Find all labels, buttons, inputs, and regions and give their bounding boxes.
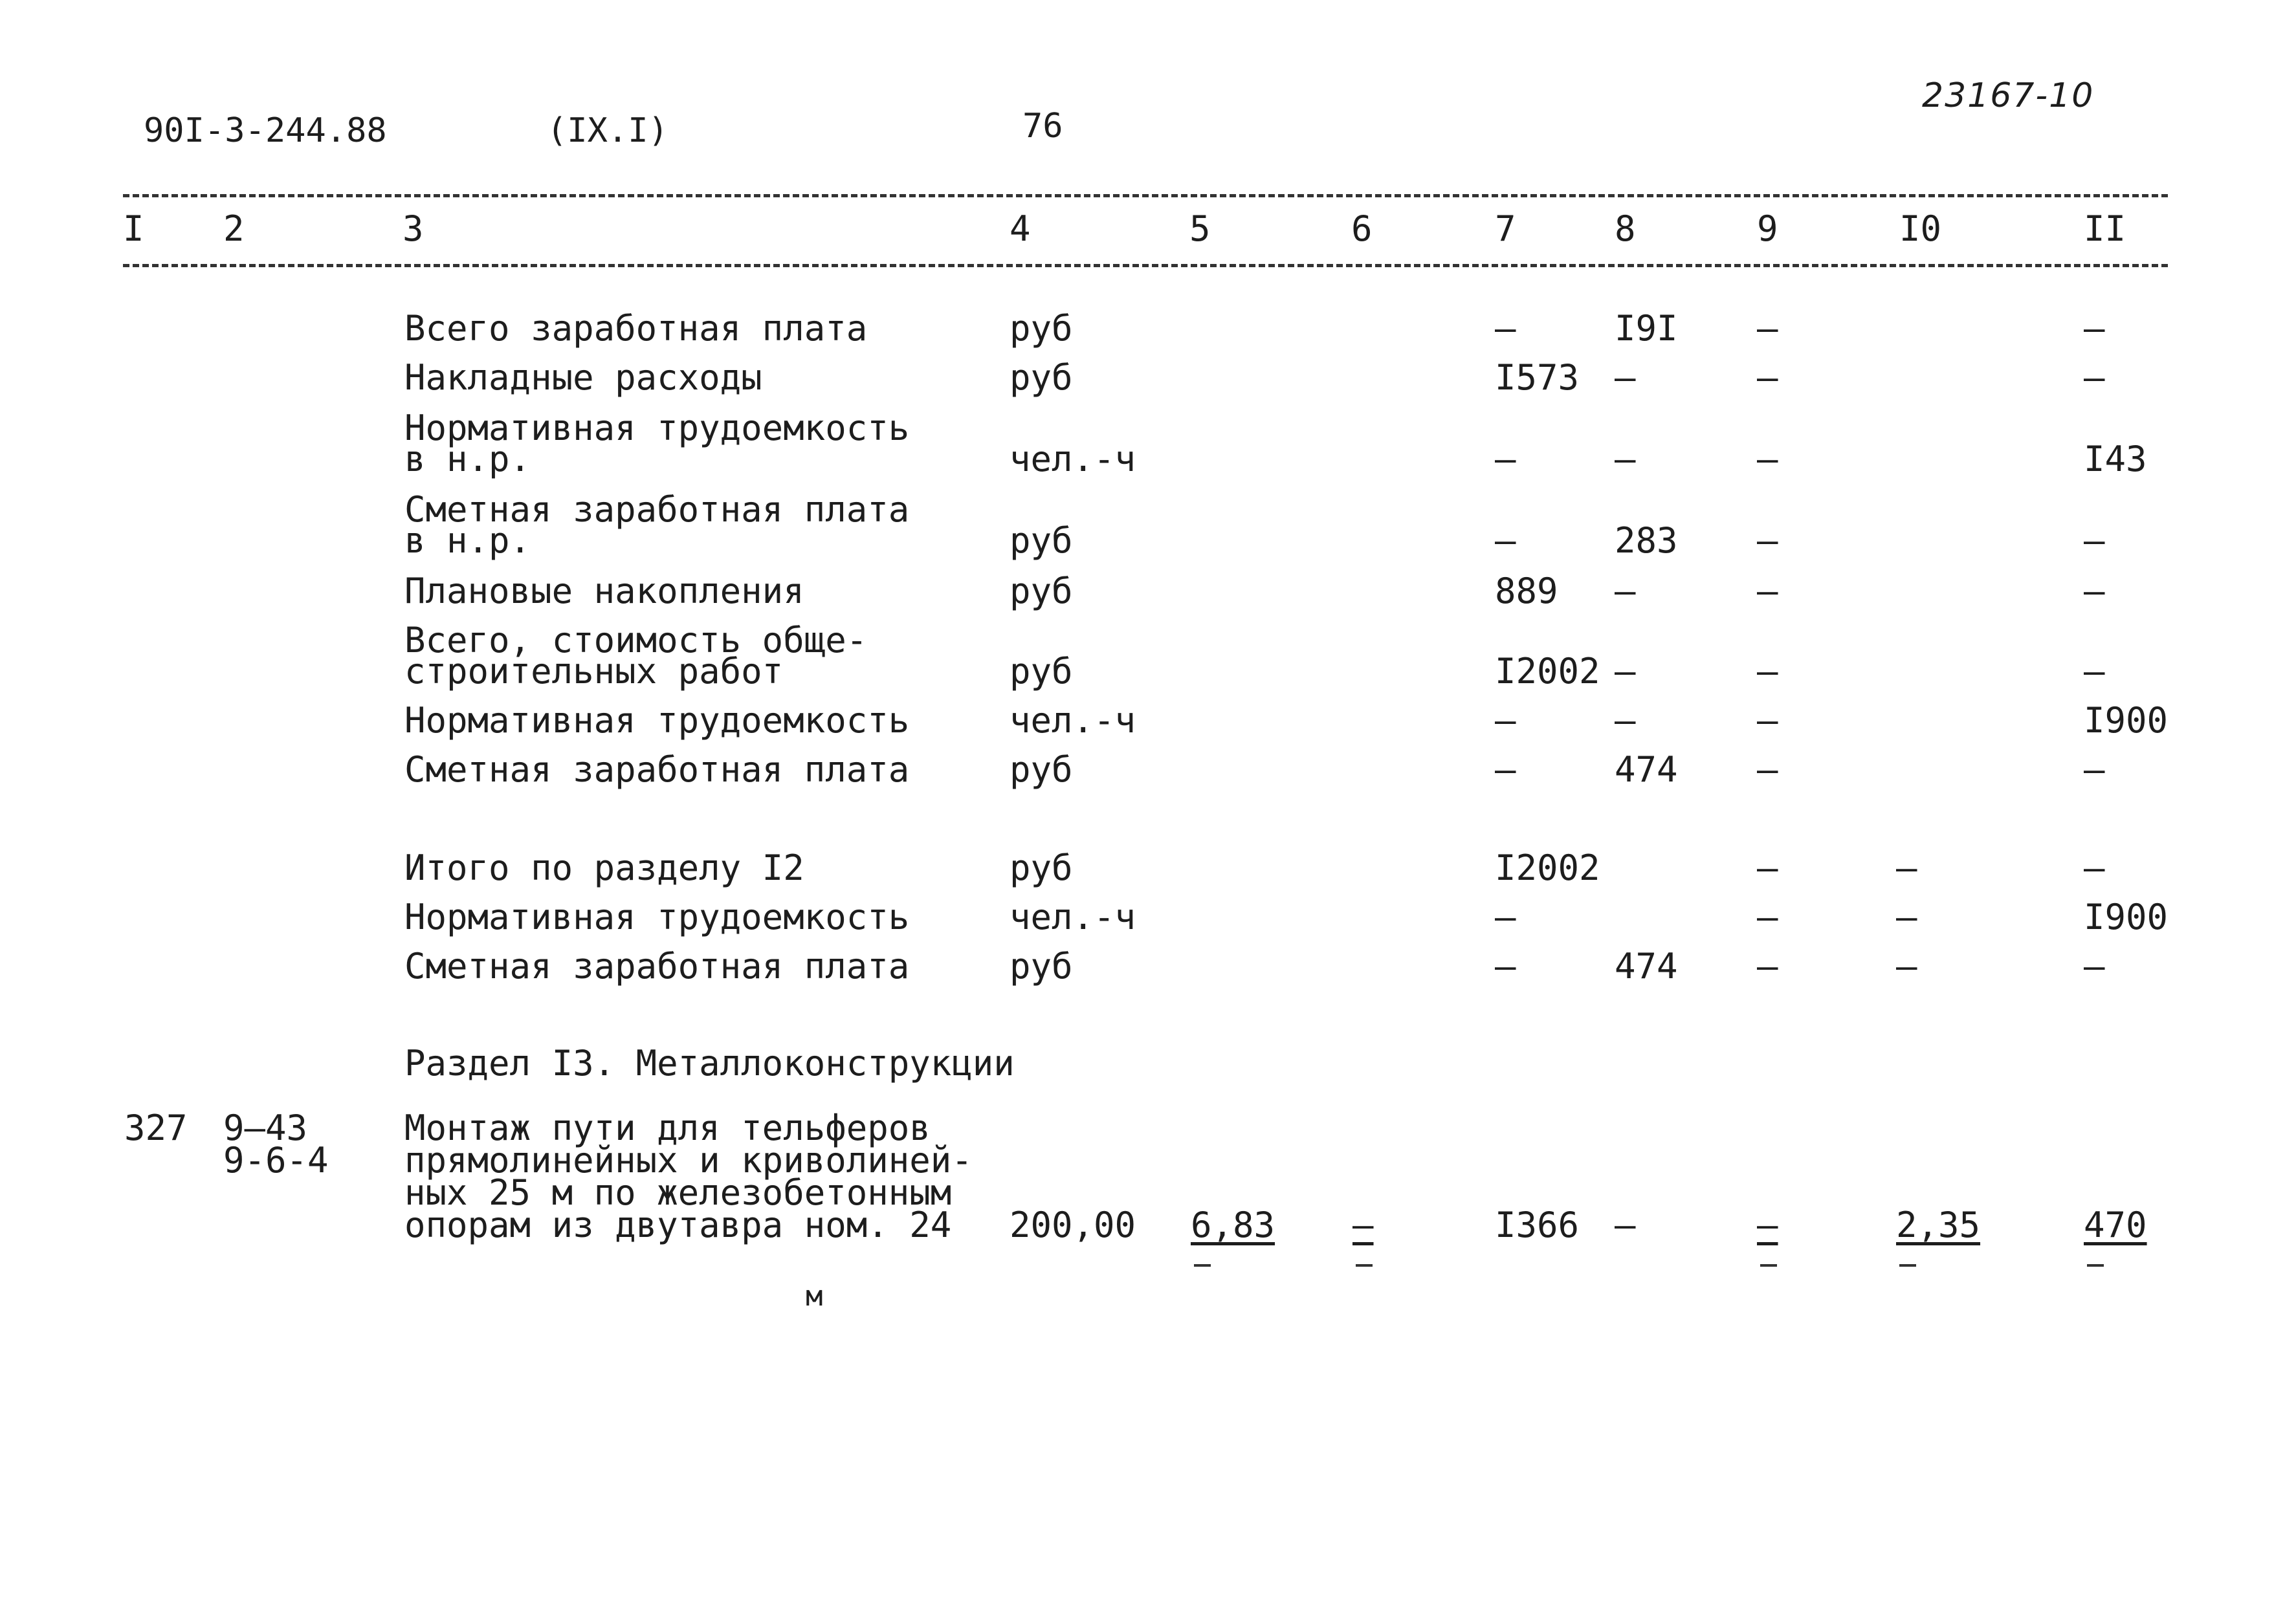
row-col8: – — [1615, 651, 1636, 692]
row-unit: руб — [1010, 571, 1073, 611]
row-col7: 889 — [1495, 571, 1558, 611]
row-col7: – — [1495, 520, 1516, 561]
row-col7: I573 — [1495, 357, 1580, 398]
item-description-line3: ных 25 м по железобетонным — [404, 1172, 952, 1213]
col-header-2: 2 — [223, 208, 245, 249]
col-header-8: 8 — [1615, 208, 1636, 249]
col-header-5: 5 — [1189, 208, 1211, 249]
row-col8: – — [1615, 439, 1636, 479]
row-name-line2: в н.р. — [404, 520, 531, 561]
row-col7: – — [1495, 700, 1516, 741]
row-name: Накладные расходы — [404, 357, 762, 398]
row-col8: 474 — [1615, 749, 1678, 790]
row-col11: – — [2084, 651, 2105, 692]
col-header-11: II — [2084, 208, 2126, 249]
item-col9: – — [1757, 1205, 1778, 1245]
row-col11: I900 — [2084, 897, 2169, 937]
row-name: Сметная заработная плата — [404, 749, 910, 790]
col-header-7: 7 — [1495, 208, 1516, 249]
document-code: 90I-3-244.88 — [144, 111, 387, 150]
row-col8: 283 — [1615, 520, 1678, 561]
page-number: 76 — [1022, 107, 1063, 146]
handwritten-archive-number: 23167-10 — [1922, 76, 2095, 115]
fraction-mark — [1194, 1264, 1211, 1267]
row-name: Сметная заработная плата — [404, 946, 910, 987]
row-col9: – — [1757, 520, 1778, 561]
item-col6: – — [1352, 1205, 1374, 1245]
row-col10: – — [1896, 946, 1917, 987]
row-col11: – — [2084, 847, 2105, 888]
item-code-line1: 9–43 — [223, 1108, 308, 1148]
row-unit: руб — [1010, 308, 1073, 349]
fraction-mark — [1760, 1264, 1777, 1267]
row-col9: – — [1757, 357, 1778, 398]
row-unit: руб — [1010, 946, 1073, 987]
row-col7: – — [1495, 308, 1516, 349]
item-description-line4: опорам из двутавра ном. 24 — [404, 1205, 952, 1245]
item-col5: 6,83 — [1191, 1205, 1275, 1245]
row-unit: чел.-ч — [1010, 439, 1136, 479]
row-name-line2: строительных работ — [404, 651, 784, 692]
fraction-mark — [1356, 1264, 1373, 1267]
row-name: Всего заработная плата — [404, 308, 868, 349]
section-code: (IX.I) — [547, 111, 668, 150]
row-col10: – — [1896, 897, 1917, 937]
row-unit: чел.-ч — [1010, 700, 1136, 741]
col-header-1: I — [123, 208, 144, 249]
row-col8: – — [1615, 357, 1636, 398]
row-col7: – — [1495, 749, 1516, 790]
row-col8: – — [1615, 700, 1636, 741]
row-unit: руб — [1010, 357, 1073, 398]
col-header-3: 3 — [403, 208, 424, 249]
row-unit: руб — [1010, 847, 1073, 888]
fraction-mark — [2087, 1264, 2104, 1267]
item-code-line2: 9-6-4 — [223, 1140, 329, 1181]
item-col11: 470 — [2084, 1205, 2147, 1245]
section-title: Раздел I3. Металлоконструкции — [404, 1043, 1015, 1084]
row-col7: I2002 — [1495, 847, 1600, 888]
row-col11: – — [2084, 946, 2105, 987]
col-header-9: 9 — [1757, 208, 1778, 249]
row-col11: – — [2084, 520, 2105, 561]
col-header-10: I0 — [1899, 208, 1942, 249]
item-number: 327 — [124, 1108, 188, 1148]
row-col11: I43 — [2084, 439, 2147, 479]
row-name: Нормативная трудоемкость — [404, 700, 910, 741]
row-col11: I900 — [2084, 700, 2169, 741]
row-unit: руб — [1010, 749, 1073, 790]
col-header-4: 4 — [1010, 208, 1031, 249]
row-col11: – — [2084, 571, 2105, 611]
row-col7: – — [1495, 439, 1516, 479]
row-col9: – — [1757, 847, 1778, 888]
row-name-line2: в н.р. — [404, 439, 531, 479]
row-name: Нормативная трудоемкость — [404, 897, 910, 937]
row-col9: – — [1757, 308, 1778, 349]
row-col11: – — [2084, 357, 2105, 398]
row-col11: – — [2084, 308, 2105, 349]
row-col7: I2002 — [1495, 651, 1600, 692]
row-col9: – — [1757, 439, 1778, 479]
row-col9: – — [1757, 651, 1778, 692]
row-name-line1: Всего, стоимость обще- — [404, 620, 868, 661]
item-unit-label: м — [806, 1280, 823, 1313]
row-unit: чел.-ч — [1010, 897, 1136, 937]
row-col8: 474 — [1615, 946, 1678, 987]
col-header-6: 6 — [1351, 208, 1373, 249]
row-unit: руб — [1010, 651, 1073, 692]
row-name-line1: Нормативная трудоемкость — [404, 408, 910, 448]
item-description-line1: Монтаж пути для тельферов — [404, 1108, 931, 1148]
fraction-mark — [1899, 1264, 1916, 1267]
row-name: Итого по разделу I2 — [404, 847, 804, 888]
row-col11: – — [2084, 749, 2105, 790]
row-name-line1: Сметная заработная плата — [404, 489, 910, 530]
row-name: Плановые накопления — [404, 571, 804, 611]
header-bottom-rule — [123, 264, 2168, 267]
item-col10: 2,35 — [1896, 1205, 1981, 1245]
row-col9: – — [1757, 571, 1778, 611]
item-col8: – — [1615, 1205, 1636, 1245]
row-col10: – — [1896, 847, 1917, 888]
row-unit: руб — [1010, 520, 1073, 561]
header-top-rule — [123, 194, 2168, 197]
row-col8: I9I — [1615, 308, 1678, 349]
item-col7: I366 — [1495, 1205, 1580, 1245]
row-col7: – — [1495, 897, 1516, 937]
item-description-line2: прямолинейных и криволиней- — [404, 1140, 973, 1181]
row-col9: – — [1757, 700, 1778, 741]
row-col8: – — [1615, 571, 1636, 611]
item-quantity: 200,00 — [1010, 1205, 1136, 1245]
row-col9: – — [1757, 749, 1778, 790]
row-col9: – — [1757, 897, 1778, 937]
row-col7: – — [1495, 946, 1516, 987]
row-col9: – — [1757, 946, 1778, 987]
